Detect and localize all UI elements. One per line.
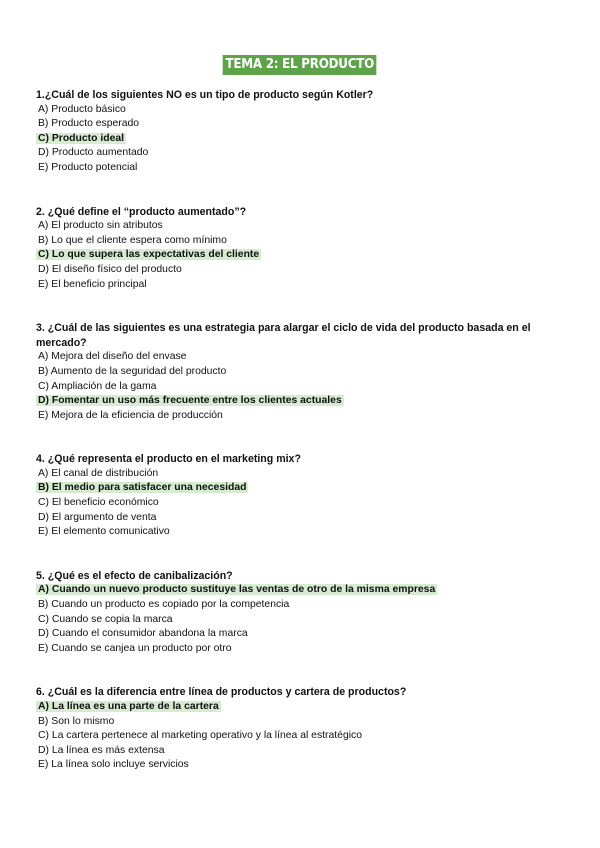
option-b: B) Cuando un producto es copiado por la competencia [38, 599, 290, 611]
option-a: A) Producto básico [38, 103, 126, 115]
correct-answer-highlight: A) La línea es una parte de la cartera [38, 701, 219, 712]
option-b: B) Lo que el cliente espera como mínimo [38, 234, 227, 246]
option-d: D) El diseño físico del producto [38, 263, 182, 275]
option-d-correct [36, 394, 566, 409]
option-b-correct [36, 481, 566, 496]
option-a: A) El canal de distribución [38, 467, 159, 479]
question-block-2 [36, 205, 566, 293]
option-c-correct [36, 248, 566, 263]
option-c: C) Cuando se copia la marca [38, 613, 173, 625]
option-e: E) Cuando se canjea un producto por otro [38, 642, 232, 654]
question-text: 1.¿Cuál de los siguientes NO es un tipo de producto según Kotler? [36, 89, 374, 101]
correct-answer-highlight: D) Fomentar un uso más frecuente entre los clientes actuales [38, 395, 342, 407]
question-text: 5. ¿Qué es el efecto de canibalización? [36, 569, 233, 582]
question-text: 3. ¿Cuál de las siguientes es una estrategia para alargar el ciclo de vida del producto basada en el mercado? [36, 322, 531, 349]
option-a: A) Mejora del diseño del envase [38, 351, 187, 363]
question-list [36, 88, 566, 802]
correct-answer-highlight: C) Lo que supera las expectativas del cliente [38, 249, 260, 261]
question-text: 4. ¿Qué representa el producto en el marketing mix? [36, 453, 301, 466]
option-d: D) El argumento de venta [38, 511, 157, 523]
correct-answer-highlight: A) Cuando un nuevo producto sustituye las ventas de otro de la misma empresa [38, 584, 436, 596]
option-d: D) Producto aumentado [38, 147, 149, 159]
option-c-correct [36, 132, 566, 147]
question-text: 2. ¿Qué define el “producto aumentado”? [36, 205, 247, 218]
option-b: B) Son lo mismo [38, 715, 115, 727]
option-c: C) La cartera pertenece al marketing operativo y la línea al estratégico [38, 730, 363, 742]
option-c: C) El beneficio económico [38, 497, 159, 509]
option-d: D) La línea es más extensa [38, 744, 165, 756]
option-e: E) Producto potencial [38, 161, 138, 173]
correct-answer-highlight: B) El medio para satisfacer una necesidad [38, 482, 247, 494]
question-block-3 [36, 321, 566, 423]
option-c: C) Ampliación de la gama [38, 380, 157, 392]
question-block-6 [36, 685, 566, 773]
option-a-correct [36, 583, 566, 598]
title-container [0, 55, 600, 75]
option-e: E) La línea solo incluye servicios [38, 759, 189, 771]
correct-answer-highlight: C) Producto ideal [38, 132, 125, 144]
option-a-correct [36, 700, 566, 715]
option-e: E) El elemento comunicativo [38, 526, 170, 538]
option-b: B) Aumento de la seguridad del producto [38, 365, 227, 377]
question-block-1 [36, 88, 566, 176]
option-e: E) El beneficio principal [38, 278, 147, 290]
question-block-5 [36, 569, 566, 657]
question-block-4 [36, 452, 566, 540]
option-d: D) Cuando el consumidor abandona la marca [38, 628, 248, 640]
option-b: B) Producto esperado [38, 118, 140, 130]
page-title: TEMA 2: EL PRODUCTO [223, 55, 377, 75]
option-a: A) El producto sin atributos [38, 220, 163, 232]
question-text: 6. ¿Cuál es la diferencia entre línea de productos y cartera de productos? [36, 686, 407, 699]
option-e: E) Mejora de la eficiencia de producción [38, 409, 223, 421]
